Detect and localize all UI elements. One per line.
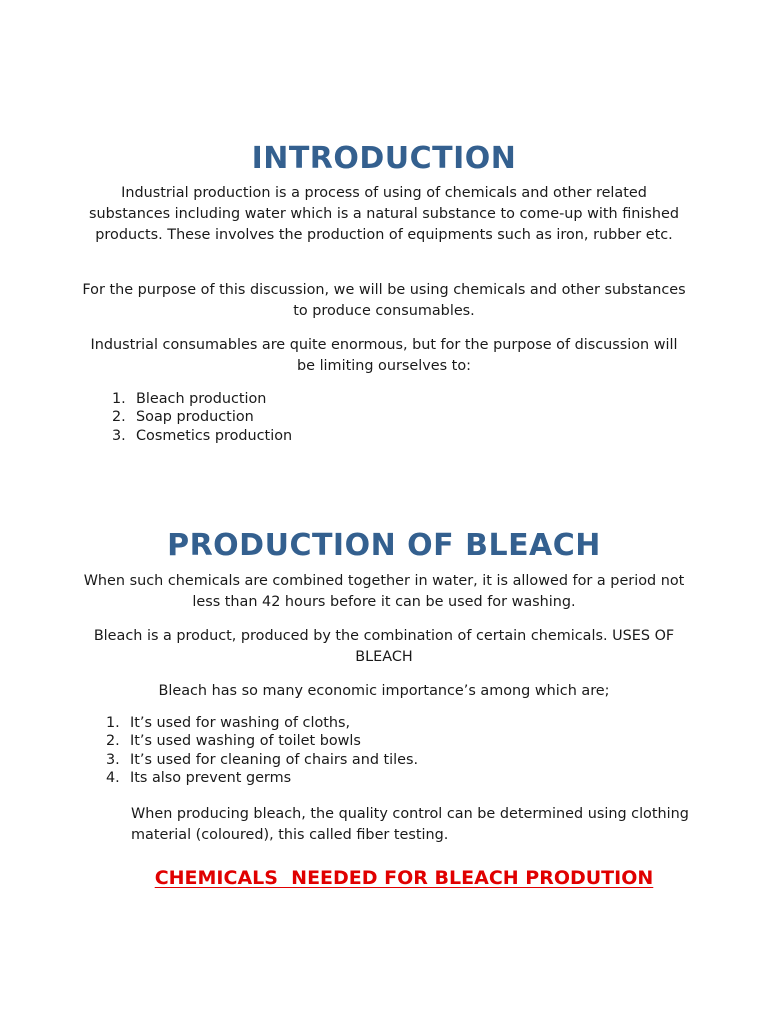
consumables-list bbox=[112, 390, 292, 445]
quality-control-note: When producing bleach, the quality control can be determined using clothing material (coloured), this called fiber testing. bbox=[131, 806, 689, 843]
list-item: 2. Soap production bbox=[112, 409, 254, 426]
introduction-heading: INTRODUCTION bbox=[251, 141, 517, 176]
bleach-paragraph-3: Bleach has so many economic importance’s among which are; bbox=[158, 683, 610, 699]
production-of-bleach-heading: PRODUCTION OF BLEACH bbox=[167, 528, 601, 563]
list-item: 4. Its also prevent germs bbox=[106, 769, 292, 786]
list-item: 3. It’s used for cleaning of chairs and tiles. bbox=[106, 751, 419, 768]
list-item: 1. Bleach production bbox=[112, 391, 267, 407]
intro-paragraph-3: Industrial consumables are quite enormous, but for the purpose of discussion will be limiting ourselves to: bbox=[90, 337, 678, 374]
list-item: 2. It’s used washing of toilet bowls bbox=[106, 733, 361, 750]
list-item: 1. It’s used for washing of cloths, bbox=[106, 715, 351, 731]
intro-paragraph-2: For the purpose of this discussion, we will be using chemicals and other substances to produce consumables. bbox=[82, 282, 686, 319]
bleach-paragraph-1: When such chemicals are combined together in water, it is allowed for a period not less than 42 hours before it can be used for washing. bbox=[83, 573, 685, 610]
list-item: 3. Cosmetics production bbox=[112, 427, 293, 444]
bleach-paragraph-2: Bleach is a product, produced by the combination of certain chemicals. USES OF BLEACH bbox=[93, 628, 675, 665]
chemicals-needed-heading: CHEMICALS NEEDED FOR BLEACH PRODUTION bbox=[154, 867, 654, 889]
intro-paragraph-1: Industrial production is a process of using of chemicals and other related substances including water which is a natural substance to come-up with finished products. These involves the production of equipments such as iron, rubber etc. bbox=[88, 185, 680, 243]
bleach-uses-list bbox=[106, 714, 418, 787]
